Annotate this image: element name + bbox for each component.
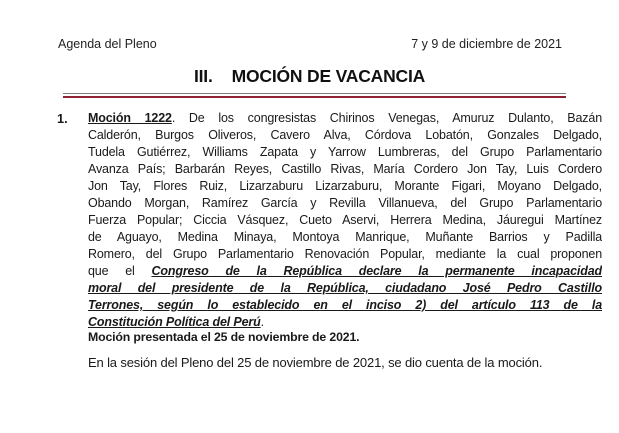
paragraph-line [88, 229, 602, 246]
text-segment: moral del presidente de la República, ciudadano José Pedro Castillo [88, 281, 602, 295]
text-segment: de Aguayo, Medina Minaya, Montoya Manrique, Muñante Barrios y Padilla [88, 230, 602, 244]
heading-rule [63, 93, 566, 98]
text-segment: Fuerza Popular; Ciccia Vásquez, Cueto Aservi, Herrera Medina, Jáuregui Martínez [88, 213, 602, 227]
section-numeral: III. [193, 66, 213, 86]
paragraph-line [88, 297, 602, 314]
text-segment: Romero, del Grupo Parlamentario Renovación Popular, mediante la cual proponen [88, 247, 602, 261]
item-number: 1. [57, 111, 68, 126]
section-heading [0, 66, 619, 87]
paragraph-line [88, 178, 602, 195]
header-date: 7 y 9 de diciembre de 2021 [411, 37, 562, 51]
text-segment: . [260, 315, 264, 329]
paragraph-line [88, 212, 602, 229]
text-segment: . De los congresistas Chirinos Venegas, Amuruz Dulanto, Bazán [171, 111, 602, 125]
paragraph-line [88, 144, 602, 161]
text-segment: Terrones, según lo establecido en el inciso 2) del artículo 113 de la [88, 298, 602, 312]
text-segment: Avanza País; Barbarán Reyes, Castillo Rivas, María Cordero Jon Tay, Luis Cordero [88, 162, 602, 176]
section-title: MOCIÓN DE VACANCIA [231, 66, 426, 86]
session-note: En la sesión del Pleno del 25 de noviembre de 2021, se dio cuenta de la moción. [88, 355, 543, 370]
paragraph-line [88, 161, 602, 178]
paragraph-line [88, 127, 602, 144]
paragraph-line [88, 246, 602, 263]
text-segment: Tudela Gutiérrez, Williams Zapata y Yarrow Lumbreras, del Grupo Parlamentario [88, 145, 602, 159]
motion-paragraph [88, 110, 602, 331]
header-left: Agenda del Pleno [58, 37, 157, 51]
presented-line: Moción presentada el 25 de noviembre de 2021. [88, 330, 360, 344]
text-segment: Constitución Política del Perú [88, 315, 261, 329]
paragraph-line [88, 314, 602, 331]
text-segment: Jon Tay, Flores Ruiz, Lizarzaburu Lizarzaburu, Morante Figari, Moyano Delgado, [88, 179, 602, 193]
text-segment: Moción 1222 [88, 111, 172, 125]
text-segment: que el [88, 264, 152, 278]
paragraph-line [88, 195, 602, 212]
text-segment: Obando Morgan, Ramírez García y Revilla Villanueva, del Grupo Parlamentario [88, 196, 602, 210]
text-segment: Congreso de la República declare la permanente incapacidad [151, 264, 602, 278]
paragraph-line [88, 110, 602, 127]
paragraph-line [88, 263, 602, 280]
paragraph-line [88, 280, 602, 297]
text-segment: Calderón, Burgos Oliveros, Cavero Alva, Córdova Lobatón, Gonzales Delgado, [88, 128, 602, 142]
